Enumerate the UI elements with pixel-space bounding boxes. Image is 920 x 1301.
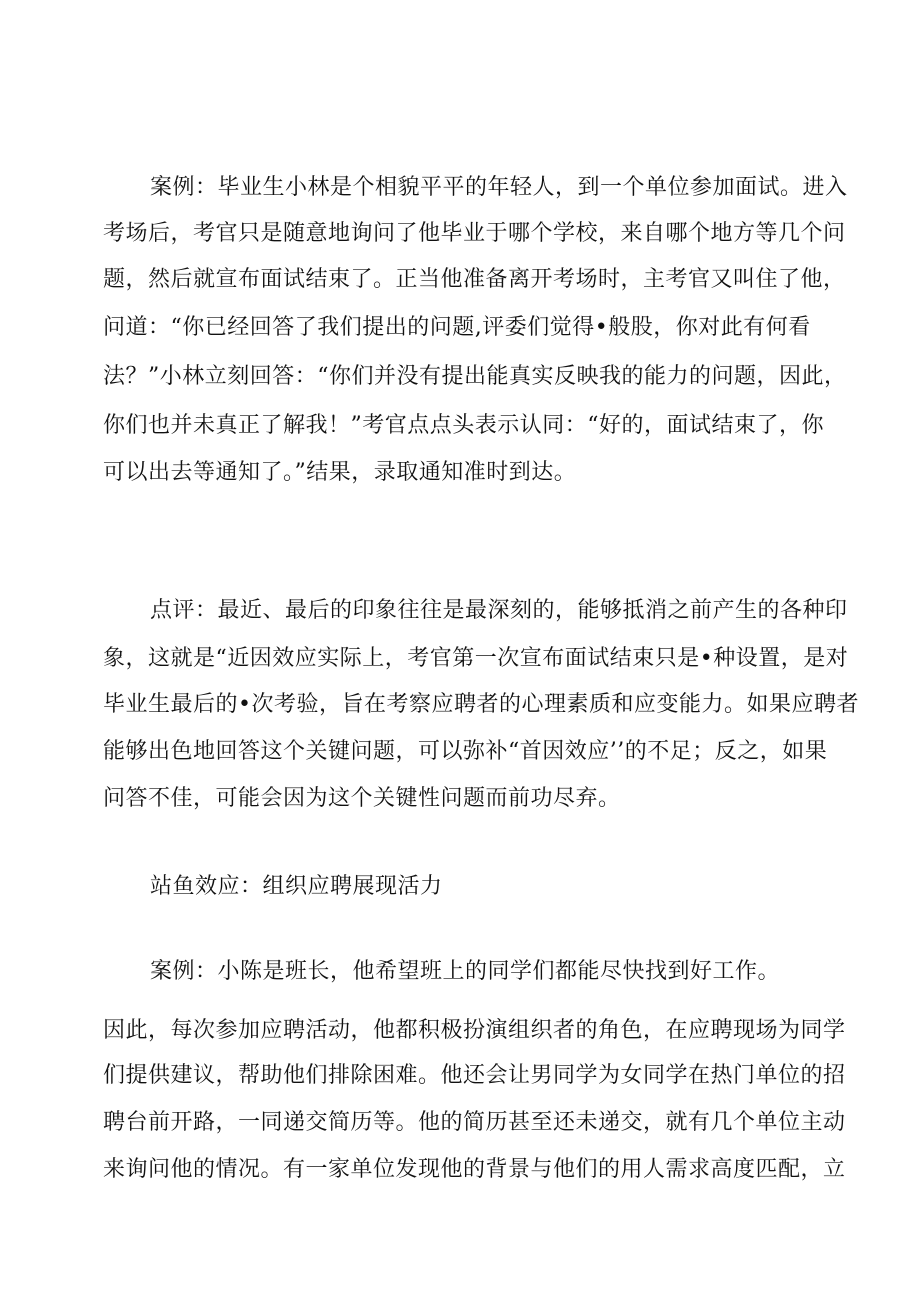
comment1-line: 毕业生最后的•次考验，旨在考察应聘者的心理素质和应变能力。如果应聘者	[103, 692, 859, 717]
case1-line: 题，然后就宣布面试结束了。正当他准备离开考场时，主考官又叫住了他，	[103, 267, 846, 292]
section-heading: 站鱼效应：组织应聘展现活力	[150, 874, 443, 899]
case2-line: 们提供建议，帮助他们排除困难。他还会让男同学为女同学在热门单位的招	[103, 1063, 846, 1088]
comment1-line: 象，这就是“近因效应实际上，考官第一次宣布面试结束只是•种设置，是对	[103, 646, 849, 671]
case1-line: 问道：“你已经回答了我们提出的问题,评委们觉得•般股，你对此有何看	[103, 315, 811, 340]
case1-line: 法？”小林立刻回答：“你们并没有提出能真实反映我的能力的问题，因此，	[103, 364, 847, 389]
comment1-line: 点评：最近、最后的印象往往是最深刻的，能够抵消之前产生的各种印	[150, 598, 848, 623]
case1-line: 可以出去等通知了。”结果，录取通知准时到达。	[103, 460, 577, 485]
comment1-line: 能够出色地回答这个关键问题，可以弥补“首因效应’’的不足；反之，如果	[103, 739, 828, 764]
case1-line: 考场后，考官只是随意地询问了他毕业于哪个学校，来自哪个地方等几个问	[103, 221, 846, 246]
comment1-line: 问答不佳，可能会因为这个关键性问题而前功尽弃。	[103, 786, 621, 811]
case2-line: 因此，每次参加应聘活动，他都积极扮演组织者的角色，在应聘现场为同学	[103, 1018, 846, 1043]
case1-line: 你们也并未真正了解我！”考官点点头表示认同：“好的，面试结束了，你	[103, 413, 824, 438]
case2-first-line: 案例：小陈是班长，他希望班上的同学们都能尽快找到好工作。	[150, 959, 781, 984]
case2-line: 聘台前开路，一同递交简历等。他的简历甚至还未递交，就有几个单位主动	[103, 1110, 846, 1135]
case2-line: 来询问他的情况。有一家单位发现他的背景与他们的用人需求高度匹配，立	[103, 1157, 846, 1182]
case1-line: 案例：毕业生小林是个相貌平平的年轻人，到一个单位参加面试。进入	[150, 175, 848, 200]
